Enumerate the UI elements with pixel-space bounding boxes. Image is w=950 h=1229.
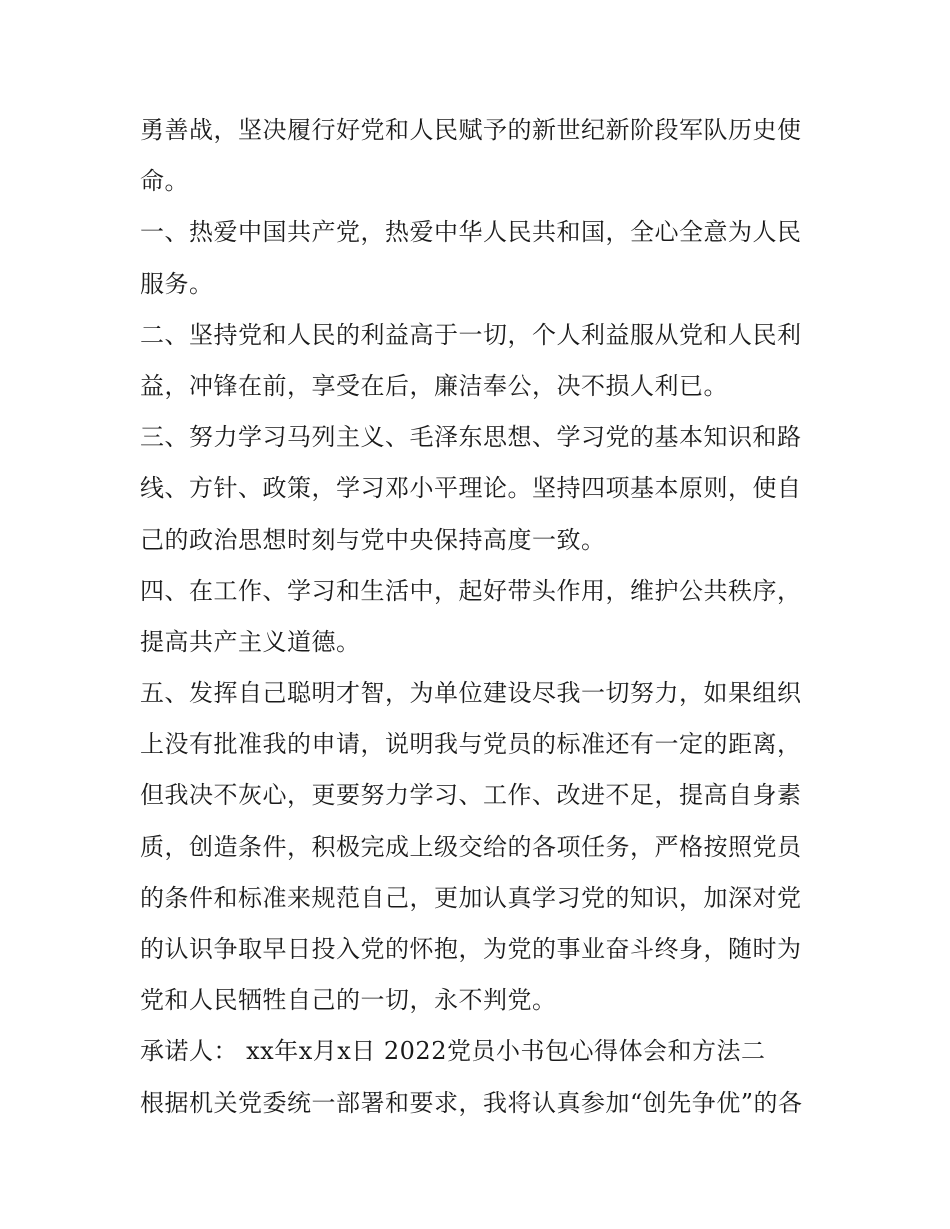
text-line: 服务。	[140, 269, 214, 298]
text-line: 命。	[140, 167, 189, 196]
text-line: 勇善战，坚决履行好党和人民赋予的新世纪新阶段军队历史使	[140, 116, 802, 144]
text-line: 提高共产主义道德。	[140, 627, 361, 656]
text-line: 的认识争取早日投入党的怀抱，为党的事业奋斗终身，随时为	[140, 935, 802, 963]
text-line: 二、坚持党和人民的利益高于一切，个人利益服从党和人民利	[140, 320, 802, 349]
text-line: 五、发挥自己聪明才智，为单位建设尽我一切努力，如果组织	[140, 679, 802, 708]
text-line: 益，冲锋在前，享受在后，廉洁奉公，决不损人利已。	[140, 371, 728, 400]
text-line: 党和人民牺牲自己的一切，永不判党。	[140, 986, 557, 1015]
signature-line: 承诺人： xx年x月x日 2022党员小书包心得体会和方法二	[140, 1037, 766, 1066]
text-line: 上没有批准我的申请，说明我与党员的标准还有一定的距离，	[140, 730, 802, 759]
document-body	[140, 105, 820, 1129]
text-line: 三、努力学习马列主义、毛泽东思想、学习党的基本知识和路	[140, 423, 802, 452]
text-line: 根据机关党委统一部署和要求，我将认真参加“创先争优”的各	[140, 1088, 803, 1117]
text-line: 一、热爱中国共产党，热爱中华人民共和国，全心全意为人民	[140, 218, 802, 247]
text-line: 己的政治思想时刻与党中央保持高度一致。	[140, 525, 606, 554]
text-line: 线、方针、政策，学习邓小平理论。坚持四项基本原则，使自	[140, 474, 802, 503]
text-line: 但我决不灰心，更要努力学习、工作、改进不足，提高自身素	[140, 781, 802, 810]
text-line: 质，创造条件，积极完成上级交给的各项任务，严格按照党员	[140, 832, 802, 861]
text-line: 的条件和标准来规范自己，更加认真学习党的知识，加深对党	[140, 883, 802, 912]
text-line: 四、在工作、学习和生活中，起好带头作用，维护公共秩序，	[140, 576, 802, 605]
